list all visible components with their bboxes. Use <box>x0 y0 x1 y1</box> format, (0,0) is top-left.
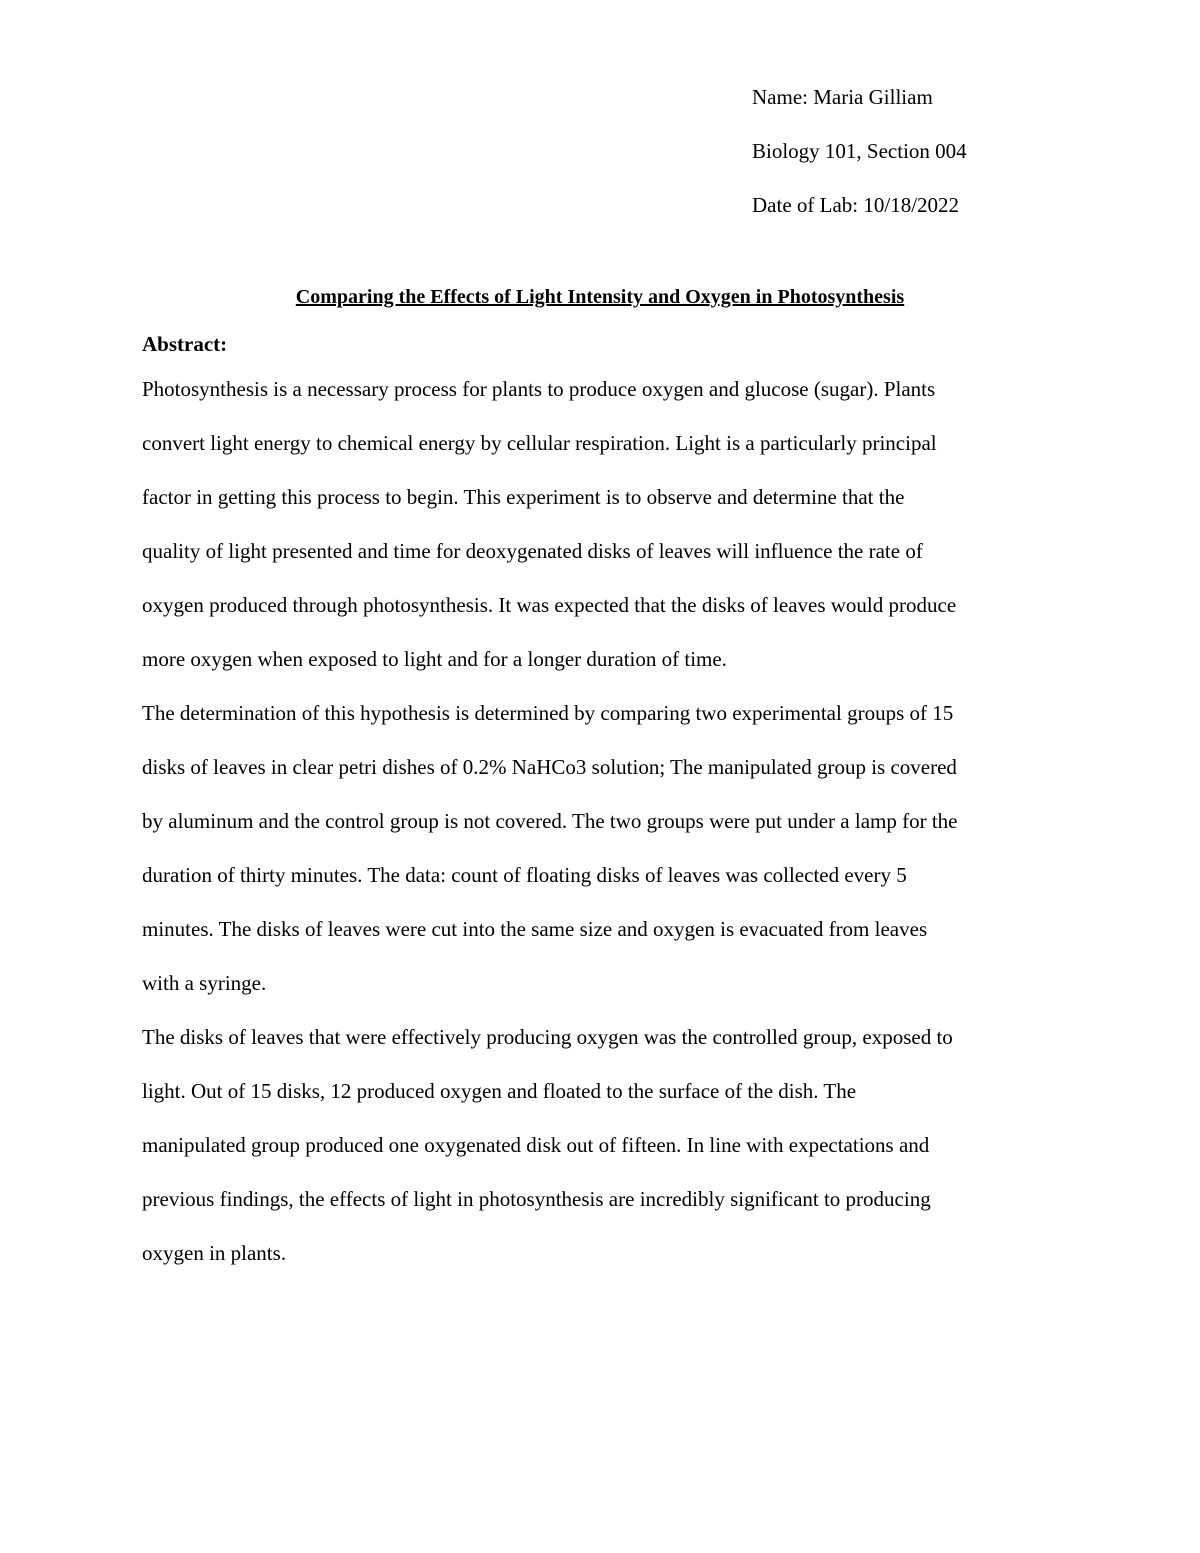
student-info-block <box>752 70 1152 232</box>
text-line: The determination of this hypothesis is determined by comparing two experimental groups of 15 <box>142 701 954 725</box>
course-section: Biology 101, Section 004 <box>752 139 967 163</box>
text-line: convert light energy to chemical energy by cellular respiration. Light is a particularly principal <box>142 431 937 455</box>
paragraph-3 <box>142 1010 1062 1280</box>
text-line: more oxygen when exposed to light and for a longer duration of time. <box>142 647 727 671</box>
text-line: manipulated group produced one oxygenated disk out of fifteen. In line with expectations and <box>142 1133 930 1157</box>
student-name: Name: Maria Gilliam <box>752 85 933 109</box>
paragraph-1 <box>142 362 1062 686</box>
abstract-body <box>142 362 1062 1280</box>
text-line: quality of light presented and time for deoxygenated disks of leaves will influence the rate of <box>142 539 923 563</box>
abstract-heading: Abstract: <box>142 332 228 356</box>
text-line: light. Out of 15 disks, 12 produced oxygen and floated to the surface of the dish. The <box>142 1079 857 1103</box>
text-line: oxygen in plants. <box>142 1241 287 1265</box>
text-line: The disks of leaves that were effectively producing oxygen was the controlled group, exposed to <box>142 1025 953 1049</box>
lab-date: Date of Lab: 10/18/2022 <box>752 193 960 217</box>
text-line: factor in getting this process to begin. This experiment is to observe and determine that the <box>142 485 905 509</box>
text-line: duration of thirty minutes. The data: count of floating disks of leaves was collected every 5 <box>142 863 907 887</box>
paragraph-2 <box>142 686 1062 1010</box>
text-line: with a syringe. <box>142 971 267 995</box>
text-line: oxygen produced through photosynthesis. It was expected that the disks of leaves would produce <box>142 593 957 617</box>
text-line: minutes. The disks of leaves were cut into the same size and oxygen is evacuated from leaves <box>142 917 928 941</box>
text-line: by aluminum and the control group is not covered. The two groups were put under a lamp for the <box>142 809 958 833</box>
document-title: Comparing the Effects of Light Intensity and Oxygen in Photosynthesis <box>295 286 905 308</box>
text-line: disks of leaves in clear petri dishes of 0.2% NaHCo3 solution; The manipulated group is covered <box>142 755 957 779</box>
text-line: Photosynthesis is a necessary process for plants to produce oxygen and glucose (sugar). Plants <box>142 377 936 401</box>
text-line: previous findings, the effects of light in photosynthesis are incredibly significant to producing <box>142 1187 931 1211</box>
